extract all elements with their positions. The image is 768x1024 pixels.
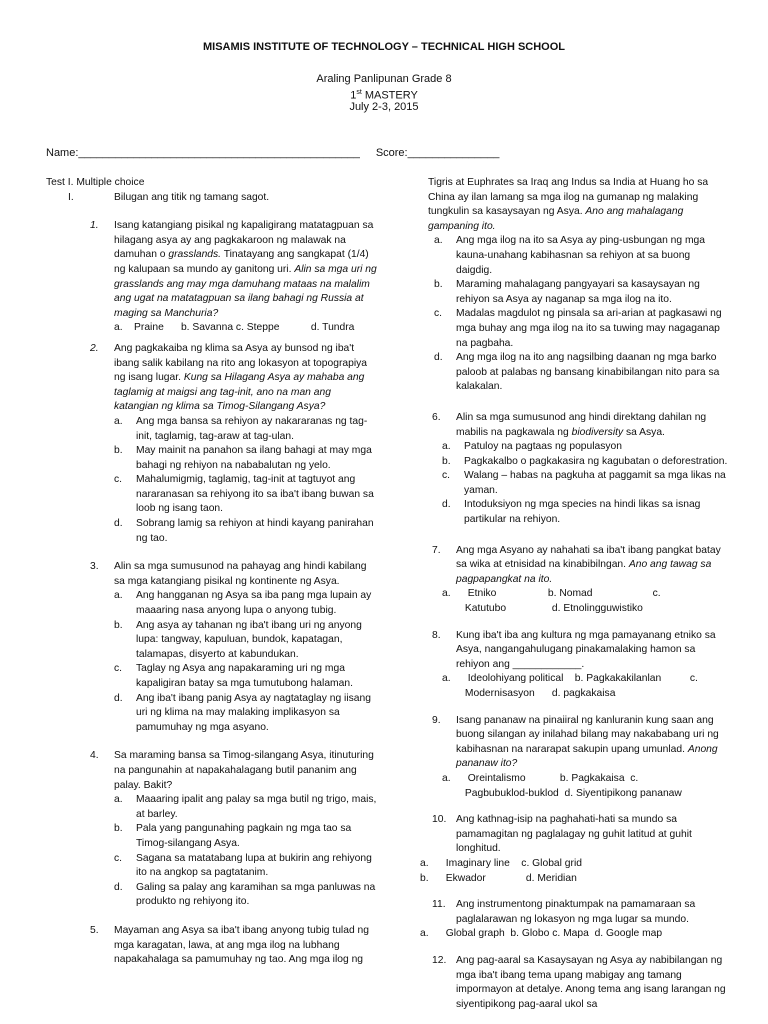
question-11 [420,898,728,942]
name-score-row [46,146,746,161]
question-number: 4. [90,750,99,762]
option-d[interactable]: d. Sobrang lamig sa rehiyon at hindi kayang panirahan ng tao. [114,518,374,544]
instruction-line [46,191,378,206]
question-text: Kung iba't iba ang kultura ng mga pamayanang etniko sa Asya, nangangahulugang pinakamalaking hamon sa rehiyon ang ____________. [456,629,716,670]
question-text: Alin sa mga sumusunod na pahayag ang hindi kabilang sa mga katangiang pisikal ng kontinente ng Asya. [114,561,367,587]
question-number: 11. [432,899,446,911]
mastery-label: 1st MASTERY [350,89,418,102]
option-b[interactable]: b. Ang asya ay tahanan ng iba't ibang uri ng anyong lupa: tangway, kapuluan, bundok, kapatagan, talamapas, disyerto at kabundukan. [114,619,362,660]
question-number: 2. [90,342,99,354]
question-number: 10. [432,814,447,826]
question-number: 9. [432,714,441,726]
question-7 [420,544,728,617]
question-4 [46,749,378,910]
option-row[interactable]: a. Praine b. Savanna c. Steppe d. Tundra [114,322,355,334]
question-5 [46,924,378,968]
options-list [114,589,378,735]
question-text: Ang mga Asyano ay nahahati sa iba't ibang pangkat batay sa wika at etnisidad na kinabibilngan. Ano ang tawag sa pagpapangkat na ito. [456,544,721,585]
question-text: Sa maraming bansa sa Timog-silangang Asya, itinuturing na pangunahin at napakahalagang butil pananim ang palay. Bakit? [114,750,374,791]
question-text: Alin sa mga sumusunod ang hindi direktang dahilan ng mabilis na pagkawala ng biodiversity sa Asya. [456,411,707,438]
right-column [420,176,728,1012]
question-1 [46,219,378,336]
question-text: Ang pag-aaral sa Kasaysayan ng Asya ay nabibilangan ng mga iba't ibang tema upang mabigay ang tamang impormayon at detalye. Anong tema ang isang larangan ng siyentipikong pag-aaral ukol sa [456,954,726,1010]
option-d[interactable]: d. Intoduksiyon ng mga species na hindi likas sa isnag partikular na rehiyon. [442,499,701,526]
options-list [442,440,728,528]
subject-title: Araling Panlipunan Grade 8 [316,73,452,85]
question-number: 5. [90,924,99,936]
question-text: Ang kathnag-isip na paghahati-hati sa mundo sa pamamagitan ng paglalagay ng guhit latitud at guhit longhitud. [456,814,692,855]
option-a[interactable]: a. Patuloy na pagtaas ng populasyon [442,441,623,453]
instruction-text: Bilugan ang titik ng tamang sagot. [114,191,270,203]
option-c[interactable]: c. Sagana sa matatabang lupa at bukirin ang rehiyong ito na angkop sa pagtatanim. [114,852,372,879]
left-column [46,176,378,968]
option-b[interactable]: b. Maraming mahalagang pangyayari sa kasaysayan ng rehiyon sa Asya ay naganap sa mga ilog na ito. [434,279,700,305]
option-a[interactable]: a. Ang mga ilog na ito sa Asya ay ping-usbungan ng mga kauna-unahang kabihasnan sa rehiyon at sa buong daigdig. [434,235,706,276]
question-number: 8. [432,629,441,641]
question-text: Isang pananaw na pinaiiral ng kanluranin kung saan ang buong silangan ay inilahad bilang may nakababang uri ng kabihasnan na nararapat sakupin upang umunlad. Anong pananaw ito? [456,714,719,770]
option-a[interactable]: a. Maaaring ipalit ang palay sa mga butil ng trigo, mais, at barley. [114,794,377,820]
option-c[interactable]: c. Walang – habas na pagkuha at paggamit sa mga likas na yaman. [442,470,726,496]
question-text: Mayaman ang Asya sa iba't ibang anyong tubig tulad ng mga karagatan, lawa, at ang mga ilog na lubhang napakahalaga sa pamumuhay ng tao. Ang mga ilog ng [114,924,369,966]
question-10 [420,813,728,886]
option-d[interactable]: d. Galing sa palay ang karamihan sa mga panluwas na produkto ng rehiyong ito. [114,881,376,908]
option-a[interactable]: a. Ang hangganan ng Asya sa iba pang mga lupain ay maaaring nasa anyong lupa o anyong tubig. [114,590,372,617]
option-row[interactable]: a. Global graph b. Globo c. Mapa d. Google map [420,928,663,940]
question-text: Ang pagkakaiba ng klima sa Asya ay bunsod ng iba't ibang salik kabilang na rito ang lokasyon at topograpiya ng isang lugar. Kung sa Hilagang Asya ay mahaba ang taglamig at maigsi ang tag-init, ano na man ang katangian ng klima sa Timog-Silangang Asya? [114,342,368,413]
question-number: 6. [432,411,441,423]
question-5-continuation: Tigris at Euphrates sa Iraq ang Indus sa India at Huang ho sa China ay ilan lamang sa mga ilog na gumanap ng malaking tungkulin sa kasaysayan ng Asya. Ano ang mahalagang gampaning ito. [428,177,709,232]
question-2 [46,342,378,546]
option-a[interactable]: a. Ang mga bansa sa rehiyon ay nakararanas ng tag-init, taglamig, tag-araw at tag-ulan. [114,415,368,442]
option-row[interactable]: a. Imaginary line c. Global grid b. Ekwador d. Meridian [420,857,582,884]
options-list [420,234,728,395]
question-number: 7. [432,544,441,556]
question-12 [420,954,728,1012]
question-6 [420,411,728,528]
question-text: Isang katangiang pisikal ng kapaligirang matatagpuan sa hilagang asya ay ang pagkakaroon ng malawak na damuhan o grasslands. Tinatayang ang sangkapat (1/4) ng kalupaan sa mundo ay ganitong uri. Alin sa mga uri ng grasslands ang may mga damuhang mataas na malalim ang ugat na matatagpuan sa ilang bahagi ng Russia at maging sa Manchuria? [114,220,377,319]
roman-numeral: I. [68,191,74,203]
option-c[interactable]: c. Taglay ng Asya ang napakaraming uri ng mga kapaligiran batay sa mga tumutubong halaman. [114,663,353,689]
options-list [114,415,378,546]
option-d[interactable]: d. Ang mga ilog na ito ang nagsilbing daanan ng mga barko paloob at palabas ng bansang kinabibilangan nito para sa kalakalan. [434,352,720,393]
question-number: 3. [90,561,99,573]
name-field[interactable]: Name:______________________________________________ [46,147,360,159]
question-8 [420,629,728,702]
option-b[interactable]: b. May mainit na panahon sa ilang bahagi at may mga bahagi ng rehiyon na nababalutan ng yelo. [114,445,372,471]
option-row[interactable]: a. Etniko b. Nomad c. Katutubo d. Etnolingguwistiko [442,588,661,615]
school-name: MISAMIS INSTITUTE OF TECHNOLOGY – TECHNICAL HIGH SCHOOL [203,41,565,53]
exam-date: July 2-3, 2015 [349,101,419,113]
option-c[interactable]: c. Mahalumigmig, taglamig, tag-init at tagtuyot ang nararanasan sa rehiyong ito sa iba't ibang buwan sa loob ng isang taon. [114,474,374,515]
option-b[interactable]: b. Pagkakalbo o pagkakasira ng kagubatan o deforestration. [442,455,728,467]
question-number: 1. [90,220,99,232]
question-3 [46,560,378,735]
question-number: 12. [432,954,447,966]
question-text: Ang instrumentong pinaktumpak na pamamaraan sa paglalarawan ng lokasyon ng mga lugar sa mundo. [456,899,696,925]
option-row[interactable]: a. Ideolohiyang political b. Pagkakakilanlan c. Modernisasyon d. pagkakaisa [442,673,698,699]
options-list [114,793,378,910]
question-9 [420,714,728,802]
option-row[interactable]: a. Oreintalismo b. Pagkakaisa c. Pagbubuklod-buklod d. Siyentipikong pananaw [442,772,682,799]
option-d[interactable]: d. Ang iba't ibang panig Asya ay nagtataglay ng iisang uri ng klima na may malaking implikasyon sa pamumuhay ng mga asyano. [114,692,371,733]
test-title: Test I. Multiple choice [46,177,145,188]
option-c[interactable]: c. Madalas magdulot ng pinsala sa ari-arian at pagkasawi ng mga buhay ang mga ilog na ito sa tuwing may nagaganap na pagbaha. [434,308,722,349]
score-field[interactable]: Score:_______________ [375,147,500,159]
option-b[interactable]: b. Pala yang pangunahing pagkain ng mga tao sa Timog-silangang Asya. [114,823,352,849]
